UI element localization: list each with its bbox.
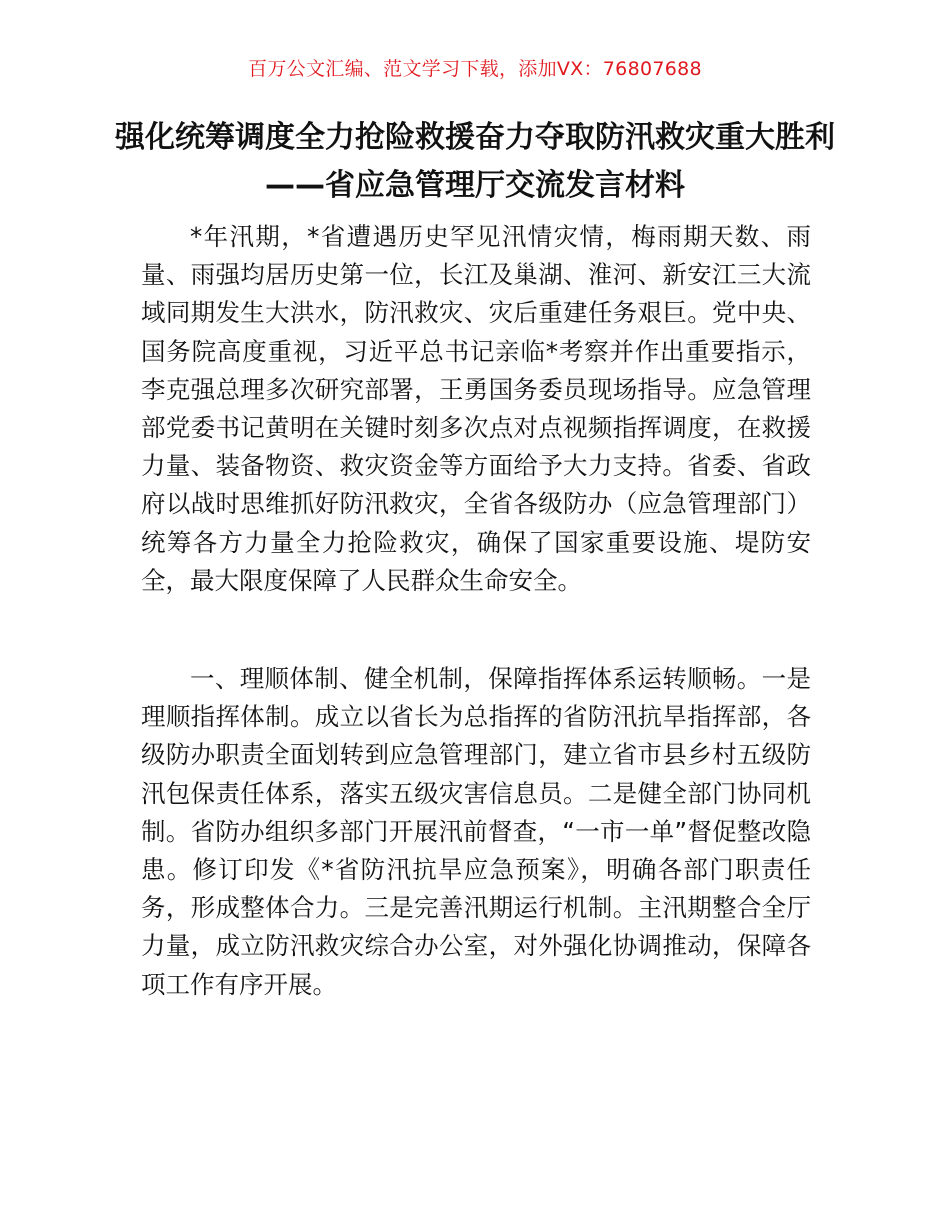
document-title: 强化统筹调度全力抢险救援奋力夺取防汛救灾重大胜利——省应急管理厅交流发言材料	[115, 120, 835, 203]
paragraph-section-1: 一、理顺体制、健全机制，保障指挥体系运转顺畅。一是理顺指挥体制。成立以省长为总指挥的省防汛抗旱指挥部，各级防办职责全面划转到应急管理部门，建立省市县乡村五级防汛包保责任体系，落实五级灾害信息员。二是健全部门协同机制。省防办组织多部门开展汛前督查，“一市一单”督促整改隐患。修订印发《*省防汛抗旱应急预案》，明确各部门职责任务，形成整体合力。三是完善汛期运行机制。主汛期整合全厅力量，成立防汛救灾综合办公室，对外强化协调推动，保障各项工作有序开展。	[141, 664, 811, 999]
header-notice: 百万公文汇编、范文学习下载，添加VX：76807688	[248, 58, 702, 80]
paragraph-intro: *年汛期，*省遭遇历史罕见汛情灾情，梅雨期天数、雨量、雨强均居历史第一位，长江及巢湖、淮河、新安江三大流域同期发生大洪水，防汛救灾、灾后重建任务艰巨。党中央、国务院高度重视，习近平总书记亲临*考察并作出重要指示，李克强总理多次研究部署，王勇国务委员现场指导。应急管理部党委书记黄明在关键时刻多次点对点视频指挥调度，在救援力量、装备物资、救灾资金等方面给予大力支持。省委、省政府以战时思维抓好防汛救灾，全省各级防办（应急管理部门）统筹各方力量全力抢险救灾，确保了国家重要设施、堤防安全，最大限度保障了人民群众生命安全。	[141, 222, 811, 595]
